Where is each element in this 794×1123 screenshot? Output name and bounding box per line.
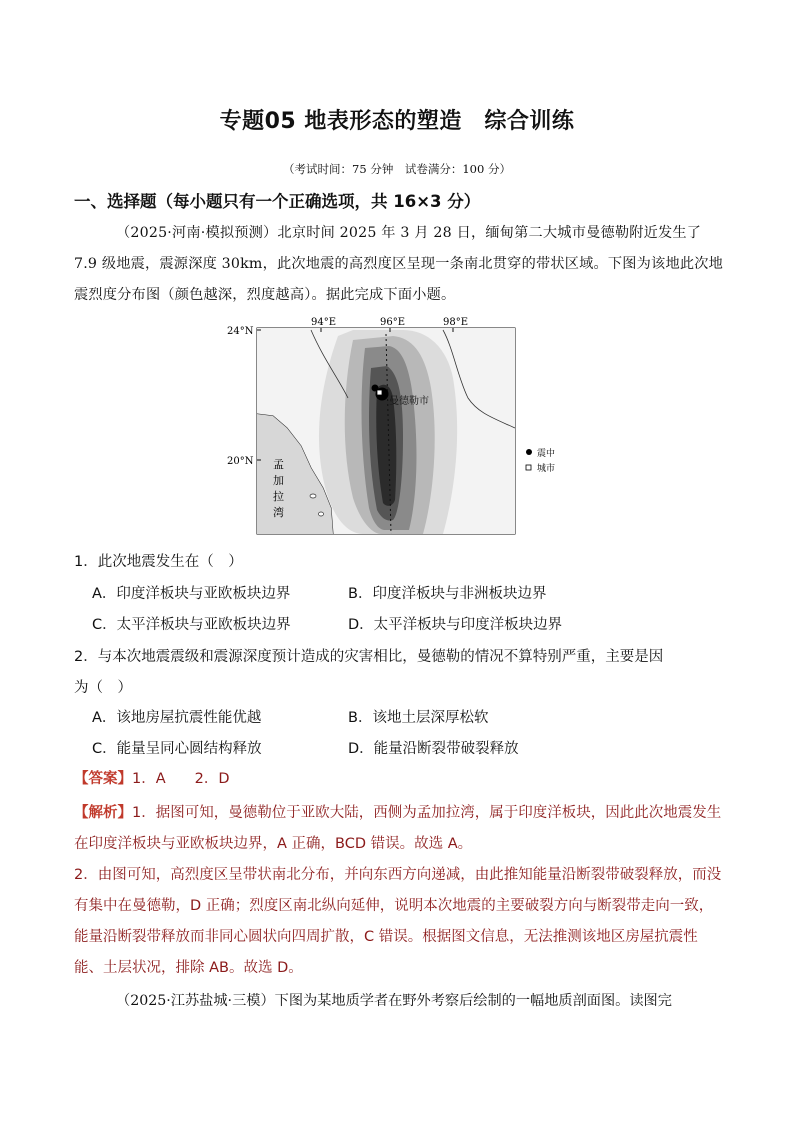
lon-label-94: 94°E [311,317,337,328]
bay-label-2: 加 [273,474,284,487]
answer-line [74,767,230,788]
lat-label-20: 20°N [227,456,254,467]
legend-epicenter-label: 震中 [537,449,556,459]
city-marker [377,390,382,395]
bay-label-4: 湾 [273,506,284,519]
question-1-stem: 1．此次地震发生在（ ） [74,554,243,570]
answer-text: 1．A 2．D [132,771,230,787]
intensity-map [227,317,563,544]
exam-info: （考试时间：75 分钟 试卷满分：100 分） [283,162,511,176]
bay-label-1: 孟 [273,458,284,471]
answer-label: 【答案】 [74,771,132,787]
q1-option-c: C．太平洋板块与亚欧板块边界 [92,617,291,633]
question-2-stem-line1: 2．与本次地震震级和震源深度预计造成的灾害相比，曼德勒的情况不算特别严重，主要是因 [74,649,664,665]
q2-option-d: D．能量沿断裂带破裂释放 [348,741,519,757]
analysis-paragraph-2: 2．由图可知，高烈度区呈带状南北分布，并向东西方向递减，由此推知能量沿断裂带破裂释放，而没有集中在曼德勒，D 正确；烈度区南北纵向延伸，说明本次地震的主要破裂方向与断裂带走向一致，能量沿断裂带释放而非同心圆状向四周扩散，C 错误。根据图文信息，无法推测该地区房屋抗震性能、土层状况，排除 AB。故选 D。 [74,867,722,976]
q1-option-d: D．太平洋板块与印度洋板块边界 [348,617,563,633]
legend-city-label: 城市 [537,464,556,474]
q2-option-c: C．能量呈同心圆结构释放 [92,741,262,757]
analysis-block [74,798,726,984]
q1-option-b: B．印度洋板块与非洲板块边界 [348,586,547,602]
legend-city-icon [526,465,531,470]
bay-label-3: 拉 [273,490,284,503]
q2-option-b: B．该地土层深厚松软 [348,710,489,726]
lat-label-24: 24°N [227,326,254,337]
section-heading: 一、选择题（每小题只有一个正确选项，共 16×3 分） [74,192,481,211]
q1-option-a: A．印度洋板块与亚欧板块边界 [92,586,291,602]
lon-label-98: 98°E [443,317,469,328]
lon-label-96: 96°E [380,317,406,328]
legend-epicenter-icon [526,449,532,455]
analysis-label: 【解析】 [74,805,132,821]
analysis-paragraph-1 [74,798,726,860]
passage-1: （2025·河南·模拟预测）北京时间 2025 年 3 月 28 日，缅甸第二大城市曼德勒附近发生了 7.9 级地震，震源深度 30km，此次地震的高烈度区呈现一条南北贯穿的带状区域。下图为该地此次地震烈度分布图（颜色越深，烈度越高）。据此完成下面小题。 [74,225,723,303]
page-title: 专题05 地表形态的塑造 综合训练 [219,109,575,134]
analysis-text-1: 1．据图可知，曼德勒位于亚欧大陆，西侧为孟加拉湾，属于印度洋板块，因此此次地震发生在印度洋板块与亚欧板块边界，A 正确，BCD 错误。故选 A。 [74,805,722,852]
q2-option-a: A．该地房屋抗震性能优越 [92,710,262,726]
passage-2: （2025·江苏盐城·三模）下图为某地质学者在野外考察后绘制的一幅地质剖面图。读图完 [116,993,672,1009]
city-label: 曼德勒市 [389,396,429,407]
question-2-stem-line2: 为（ ） [74,680,132,696]
